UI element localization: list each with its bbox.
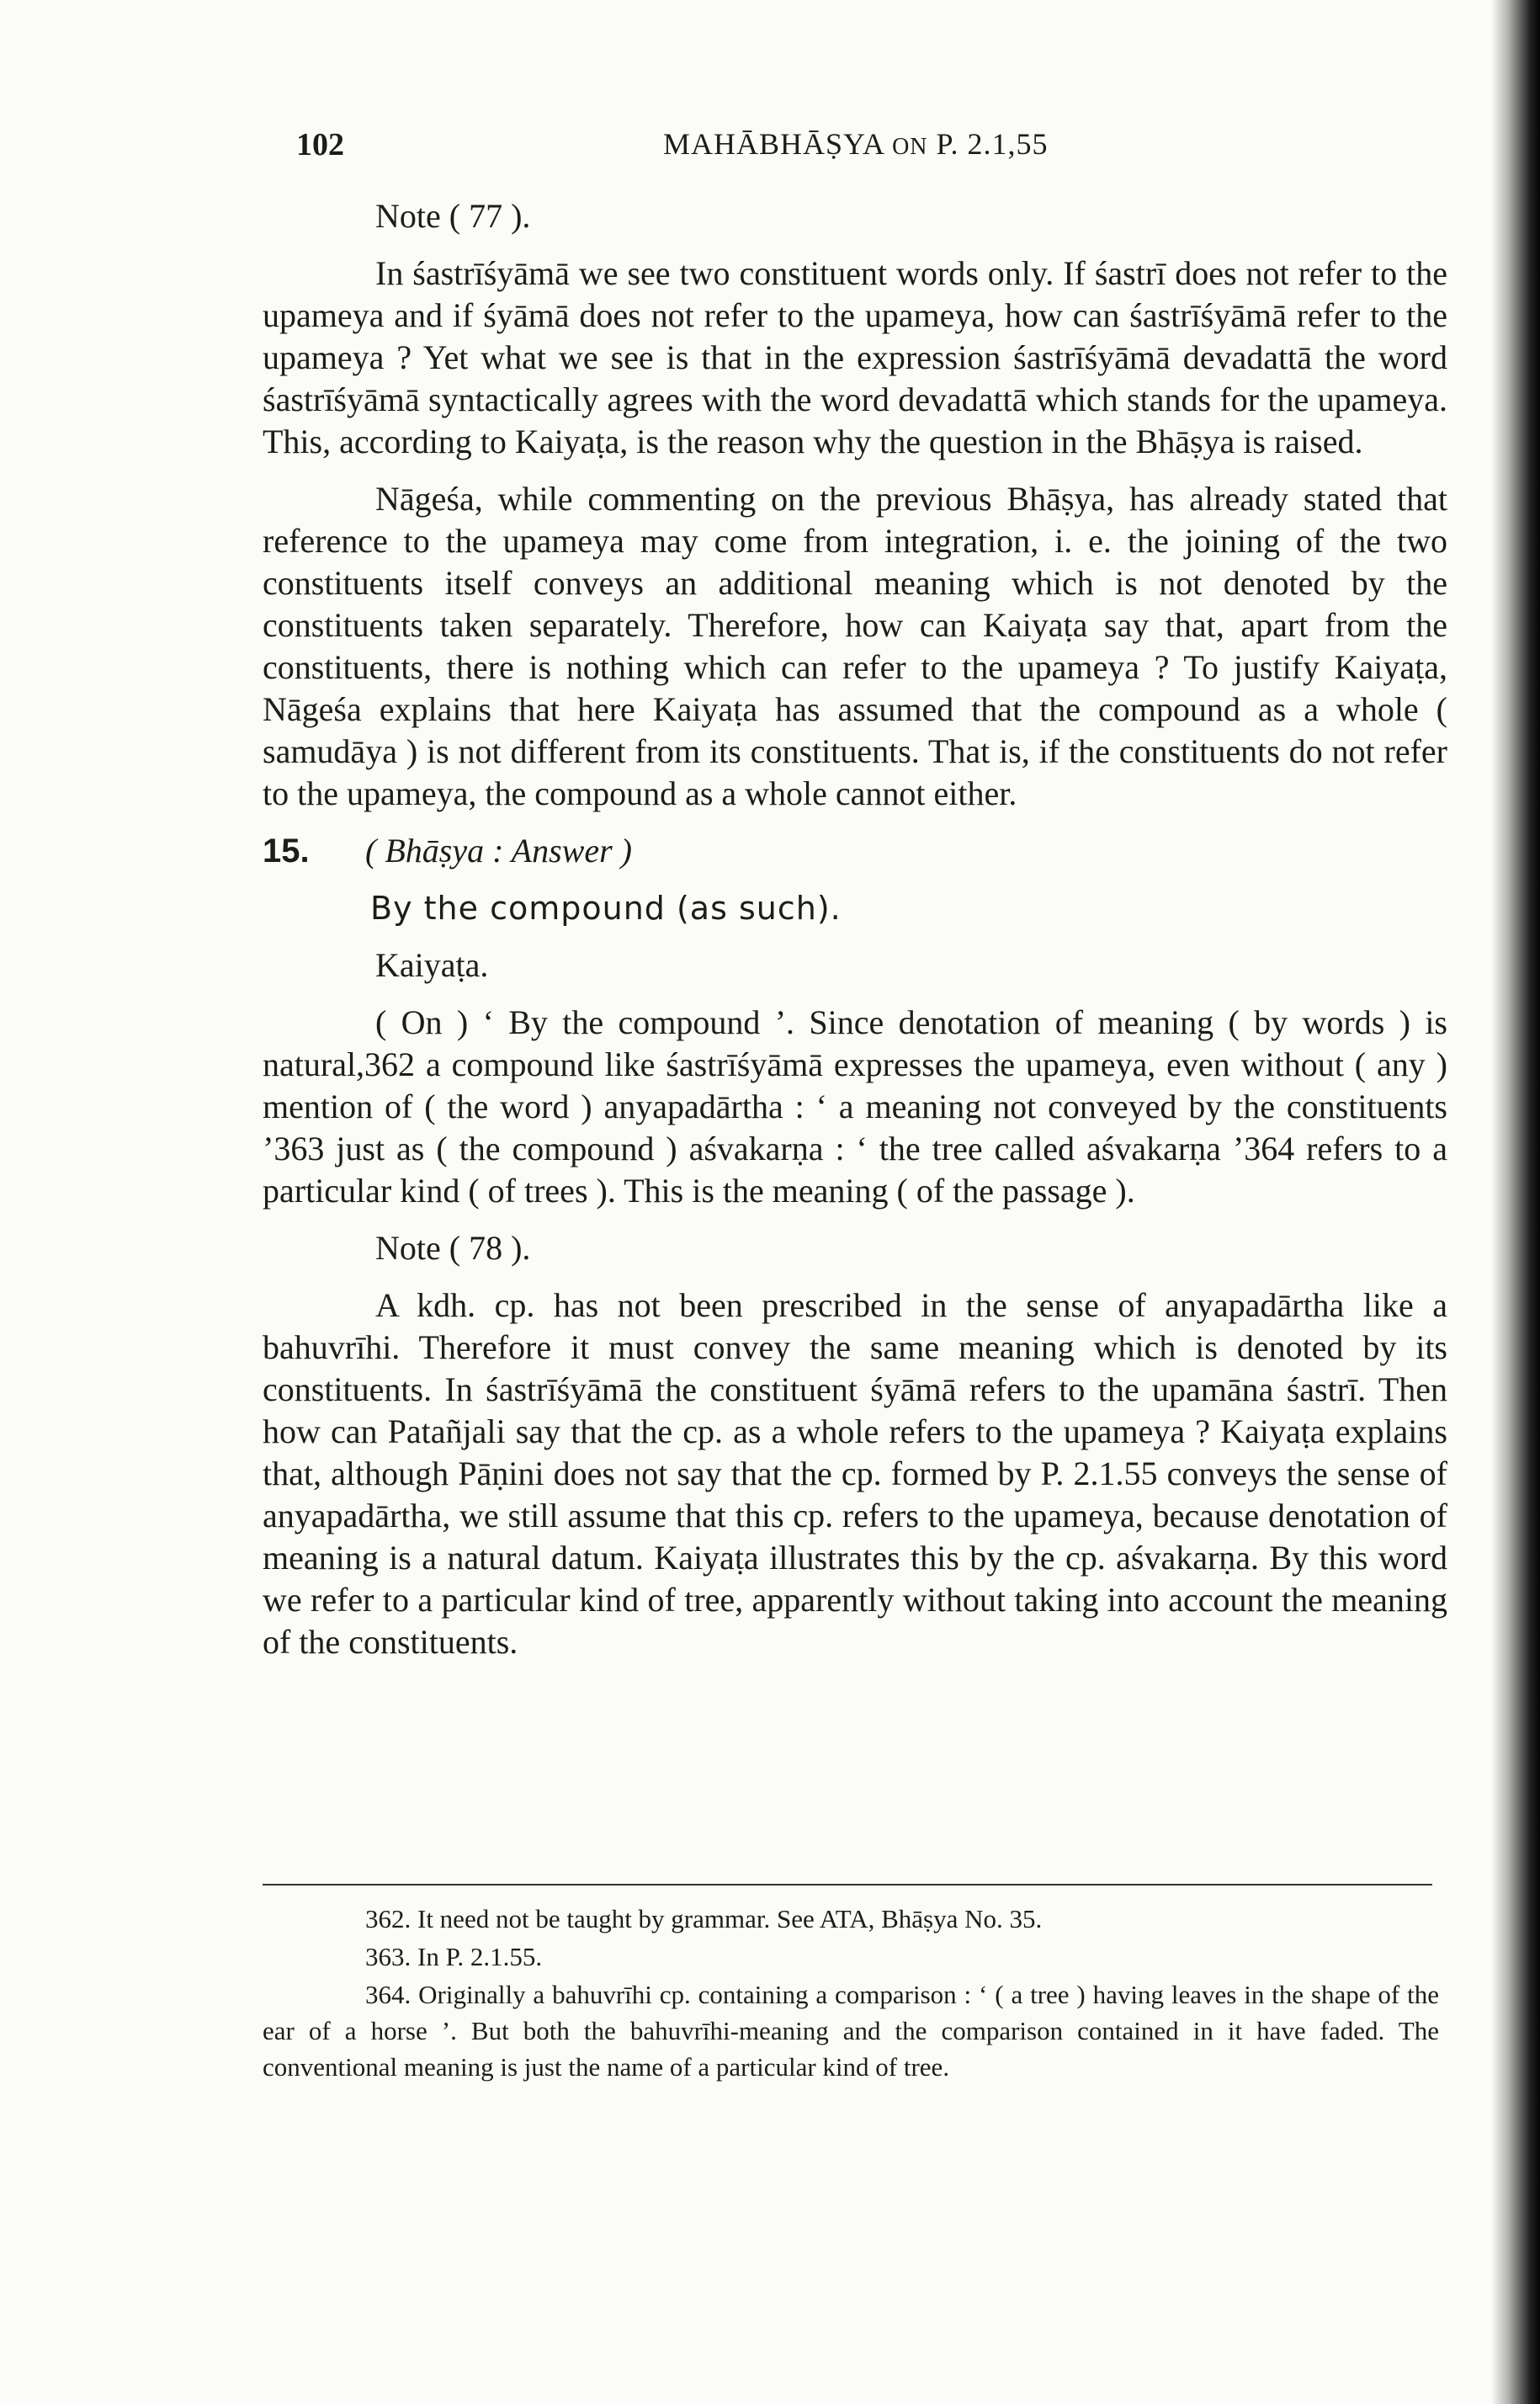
page-number: 102 [296,127,344,162]
section-15-heading [263,830,1447,872]
footnote-rule [263,1884,1432,1885]
page-header [296,126,1439,177]
footnote-364: 364. Originally a bahuvrīhi cp. containing a comparison : ‘ ( a tree ) having leaves in the shape of the ear of a horse ’. But both the bahuvrīhi-meaning and the comparison contained in it have faded. The conventional meaning is just the name of a particular kind of tree. [263,1980,1439,2082]
note-78-paragraph: A kdh. cp. has not been prescribed in the sense of anyapadārtha like a bahuvrīhi. Therefore it must convey the same meaning which is denoted by its constituents. In śastrīśyāmā the constituent śyāmā refers to the upamāna śastrī. Then how can Patañjali say that the cp. as a whole refers to the upameya ? Kaiyaṭa explains that, although Pāṇini does not say that the cp. formed by P. 2.1.55 conveys the sense of anyapadārtha, we still assume that this cp. refers to the upameya, because denotation of meaning is a natural datum. Kaiyaṭa illustrates this by the cp. aśvakarṇa. By this word we refer to a particular kind of tree, apparently without taking into account the meaning of the constituents. [263,1286,1447,1661]
note-77-paragraph-1: In śastrīśyāmā we see two constituent words only. If śastrī does not refer to the upameya and if śyāmā does not refer to the upameya, how can śastrīśyāmā refer to the upameya ? Yet what we see is that in the expression śastrīśyāmā devadattā the word śastrīśyāmā syntactically agrees with the word devadattā which stands for the upameya. This, according to Kaiyaṭa, is the reason why the question in the Bhāṣya is raised. [263,254,1447,460]
footnotes [263,1901,1439,2087]
main-text [263,195,1447,1678]
scan-edge-shadow [1491,0,1540,2404]
bhasya-text: By the compound (as such). [370,890,842,927]
footnote-362: 362. It need not be taught by grammar. See ATA, Bhāṣya No. 35. [365,1904,1043,1933]
note-77-label: Note ( 77 ). [375,197,531,235]
section-title: ( Bhāṣya : Answer ) [365,832,632,870]
section-number: 15. [263,832,310,870]
note-78-label: Note ( 78 ). [375,1229,531,1267]
kaiyata-label: Kaiyaṭa. [375,946,489,984]
footnote-363: 363. In P. 2.1.55. [365,1942,543,1971]
note-77-paragraph-2: Nāgeśa, while commenting on the previous Bhāṣya, has already stated that reference to the upameya may come from integration, i. e. the joining of the two constituents itself conveys an additional meaning which is not denoted by the constituents taken separately. Therefore, how can Kaiyaṭa say that, apart from the constituents, there is nothing which can refer to the upameya ? To justify Kaiyaṭa, Nāgeśa explains that here Kaiyaṭa has assumed that the compound as a whole ( samudāya ) is not different from its constituents. That is, if the constituents do not refer to the upameya, the compound as a whole cannot either. [263,480,1447,812]
running-head: MAHĀBHĀṢYA ON P. 2.1,55 [663,127,1049,161]
kaiyata-commentary: ( On ) ‘ By the compound ’. Since denotation of meaning ( by words ) is natural,362 a compound like śastrīśyāmā expresses the upameya, even without ( any ) mention of ( the word ) anyapadārtha : ‘ a meaning not conveyed by the constituents ’363 just as ( the compound ) aśvakarṇa : ‘ the tree called aśvakarṇa ’364 refers to a particular kind ( of trees ). This is the meaning ( of the passage ). [263,1003,1447,1210]
